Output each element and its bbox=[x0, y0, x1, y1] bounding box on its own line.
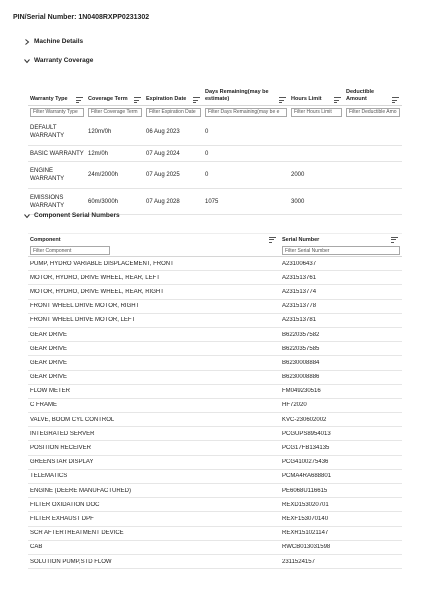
column-menu-icon[interactable] bbox=[134, 97, 141, 103]
cell-component: SCR AFTERTREATMENT DEVICE bbox=[30, 530, 124, 537]
cell-component: GEAR DRIVE bbox=[30, 345, 68, 352]
cell-serial-number: A231006437 bbox=[282, 260, 317, 267]
cell-serial-number: REXF153070140 bbox=[282, 515, 329, 522]
cell-coverage-term: 120m/0h bbox=[88, 128, 112, 135]
cell-warranty-type: DEFAULT WARRANTY bbox=[30, 124, 65, 139]
filter-serial-number-input[interactable] bbox=[282, 246, 400, 255]
cell-component: MOTOR, HYDRO, DRIVE WHEEL, REAR, LEFT bbox=[30, 274, 160, 281]
filter-warranty-type-input[interactable] bbox=[30, 108, 84, 117]
warranty-table bbox=[28, 82, 402, 215]
component-table-body bbox=[28, 257, 402, 569]
cell-component: FILTER EXHAUST DPF bbox=[30, 515, 94, 522]
chevron-down-icon bbox=[24, 58, 34, 64]
cell-serial-number: B6230008884 bbox=[282, 359, 320, 366]
column-header-days-remaining[interactable]: Days Remaining(may be estimate) bbox=[203, 89, 289, 103]
column-header-expiration-date[interactable]: Expiration Date bbox=[144, 96, 203, 103]
cell-component: SOLUTION PUMP,STD FLOW bbox=[30, 558, 112, 565]
filter-component-input[interactable] bbox=[30, 246, 110, 255]
column-header-deductible-amount[interactable]: Deductible Amount bbox=[344, 89, 402, 103]
table-row bbox=[28, 118, 402, 146]
cell-serial-number: 2311524157 bbox=[282, 558, 315, 565]
table-row bbox=[28, 271, 402, 285]
cell-coverage-term: 24m/2000h bbox=[88, 172, 119, 178]
cell-component: INTEGRATED SERVER bbox=[30, 430, 95, 437]
table-row bbox=[28, 342, 402, 356]
cell-component: FILTER OXIDATION DOC bbox=[30, 501, 100, 508]
table-row bbox=[28, 371, 402, 385]
cell-component: GEAR DRIVE bbox=[30, 331, 68, 338]
chevron-down-icon bbox=[24, 213, 34, 219]
cell-serial-number: PCGUPS8954013 bbox=[282, 430, 331, 437]
table-row bbox=[28, 527, 402, 541]
column-header-coverage-term[interactable]: Coverage Term bbox=[86, 96, 144, 103]
component-table-header bbox=[28, 233, 402, 245]
pin-serial-title: PIN/Serial Number: 1N0408RXPP0231302 bbox=[13, 14, 150, 21]
warranty-coverage-toggle[interactable] bbox=[24, 57, 93, 64]
cell-component: FRONT WHEEL DRIVE MOTOR, RIGHT bbox=[30, 303, 140, 310]
cell-serial-number: A231513761 bbox=[282, 274, 317, 281]
cell-expiration-date: 06 Aug 2023 bbox=[146, 128, 180, 135]
machine-details-label: Machine Details bbox=[34, 38, 84, 45]
cell-coverage-term: 60m/3000h bbox=[88, 198, 119, 205]
warranty-coverage-label: Warranty Coverage bbox=[34, 57, 94, 64]
filter-coverage-term-input[interactable] bbox=[88, 108, 142, 117]
cell-days-remaining: 1075 bbox=[205, 198, 219, 205]
cell-component: POSITION RECEIVER bbox=[30, 445, 92, 452]
cell-component: FLOW METER bbox=[30, 388, 70, 395]
cell-serial-number: PCMA4RA688801 bbox=[282, 473, 332, 480]
cell-serial-number: REXR151021147 bbox=[282, 530, 329, 537]
component-serial-table bbox=[28, 233, 402, 569]
table-row bbox=[28, 484, 402, 498]
cell-warranty-type: EMISSIONS WARRANTY bbox=[30, 194, 65, 209]
cell-component: C FRAME bbox=[30, 402, 57, 409]
cell-component: TELEMATICS bbox=[30, 473, 68, 480]
table-row bbox=[28, 328, 402, 342]
column-menu-icon[interactable] bbox=[392, 97, 399, 103]
column-header-serial-number[interactable]: Serial Number bbox=[280, 237, 402, 243]
column-menu-icon[interactable] bbox=[193, 97, 200, 103]
cell-warranty-type: BASIC WARRANTY bbox=[30, 150, 84, 157]
filter-expiration-date-input[interactable] bbox=[146, 108, 201, 117]
component-filter-row bbox=[28, 245, 402, 257]
cell-hours-limit: 2000 bbox=[291, 172, 305, 178]
column-header-warranty-type[interactable]: Warranty Type bbox=[28, 96, 86, 103]
cell-days-remaining: 0 bbox=[205, 128, 209, 135]
table-row bbox=[28, 399, 402, 413]
cell-serial-number: B6220357582 bbox=[282, 331, 320, 338]
table-row bbox=[28, 285, 402, 299]
cell-serial-number: HF72020 bbox=[282, 402, 307, 409]
column-menu-icon[interactable] bbox=[334, 97, 341, 103]
table-row bbox=[28, 385, 402, 399]
table-row bbox=[28, 300, 402, 314]
cell-serial-number: RWCB013031598 bbox=[282, 544, 331, 551]
cell-expiration-date: 07 Aug 2024 bbox=[146, 150, 180, 157]
machine-details-toggle[interactable] bbox=[24, 38, 83, 45]
column-menu-icon[interactable] bbox=[76, 97, 83, 103]
cell-coverage-term: 12m/0h bbox=[88, 150, 109, 157]
cell-days-remaining: 0 bbox=[205, 150, 209, 157]
table-row bbox=[28, 257, 402, 271]
cell-warranty-type: ENGINE WARRANTY bbox=[30, 168, 65, 182]
cell-serial-number: PCG17FB134135 bbox=[282, 445, 330, 452]
cell-serial-number: FM049230516 bbox=[282, 388, 321, 395]
cell-serial-number: KVC-230602002 bbox=[282, 416, 327, 423]
warranty-filter-row bbox=[28, 106, 402, 118]
cell-component: GEAR DRIVE bbox=[30, 374, 68, 381]
cell-component: VALVE, BOOM CYL CONTROL bbox=[30, 416, 115, 423]
column-menu-icon[interactable] bbox=[279, 97, 286, 103]
table-row bbox=[28, 356, 402, 370]
filter-deductible-amount-input[interactable] bbox=[346, 108, 400, 117]
cell-serial-number: B6230008886 bbox=[282, 374, 320, 381]
cell-component: PUMP, HYDRO VARIABLE DISPLACEMENT, FRONT bbox=[30, 260, 174, 267]
table-row bbox=[28, 541, 402, 555]
table-row bbox=[28, 146, 402, 162]
cell-serial-number: PCG4100275436 bbox=[282, 459, 329, 466]
table-row bbox=[28, 512, 402, 526]
column-header-hours-limit[interactable]: Hours Limit bbox=[289, 96, 344, 103]
table-row bbox=[28, 162, 402, 189]
warranty-table-header bbox=[28, 82, 402, 106]
column-menu-icon[interactable] bbox=[391, 237, 398, 243]
chevron-right-icon bbox=[24, 39, 34, 45]
cell-serial-number: A231513778 bbox=[282, 303, 317, 310]
table-row bbox=[28, 456, 402, 470]
cell-expiration-date: 07 Aug 2025 bbox=[146, 172, 180, 178]
cell-component: FRONT WHEEL DRIVE MOTOR, LEFT bbox=[30, 317, 136, 324]
component-serials-toggle[interactable] bbox=[24, 212, 120, 219]
table-row bbox=[28, 413, 402, 427]
table-row bbox=[28, 470, 402, 484]
table-row bbox=[28, 314, 402, 328]
table-row bbox=[28, 441, 402, 455]
cell-serial-number: A231513781 bbox=[282, 317, 317, 324]
cell-expiration-date: 07 Aug 2028 bbox=[146, 198, 180, 205]
column-header-component[interactable]: Component bbox=[28, 237, 280, 243]
cell-days-remaining: 0 bbox=[205, 172, 209, 178]
table-row bbox=[28, 498, 402, 512]
column-menu-icon[interactable] bbox=[269, 237, 276, 243]
cell-component: ENGINE (DEERE MANUFACTURED) bbox=[30, 487, 132, 494]
component-serials-label: Component Serial Numbers bbox=[34, 212, 120, 219]
cell-serial-number: PE6068U116615 bbox=[282, 487, 328, 494]
filter-days-remaining-input[interactable] bbox=[205, 108, 287, 117]
cell-serial-number: A231513774 bbox=[282, 288, 317, 295]
cell-component: MOTOR, HYDRO, DRIVE WHEEL, REAR, RIGHT bbox=[30, 288, 164, 295]
cell-hours-limit: 3000 bbox=[291, 198, 305, 205]
table-row bbox=[28, 427, 402, 441]
table-row bbox=[28, 555, 402, 569]
cell-component: CAB bbox=[30, 544, 43, 551]
cell-serial-number: B6220357585 bbox=[282, 345, 320, 352]
cell-component: GEAR DRIVE bbox=[30, 359, 68, 366]
cell-serial-number: REXD153020701 bbox=[282, 501, 329, 508]
cell-component: GREENSTAR DISPLAY bbox=[30, 459, 94, 466]
filter-hours-limit-input[interactable] bbox=[291, 108, 342, 117]
